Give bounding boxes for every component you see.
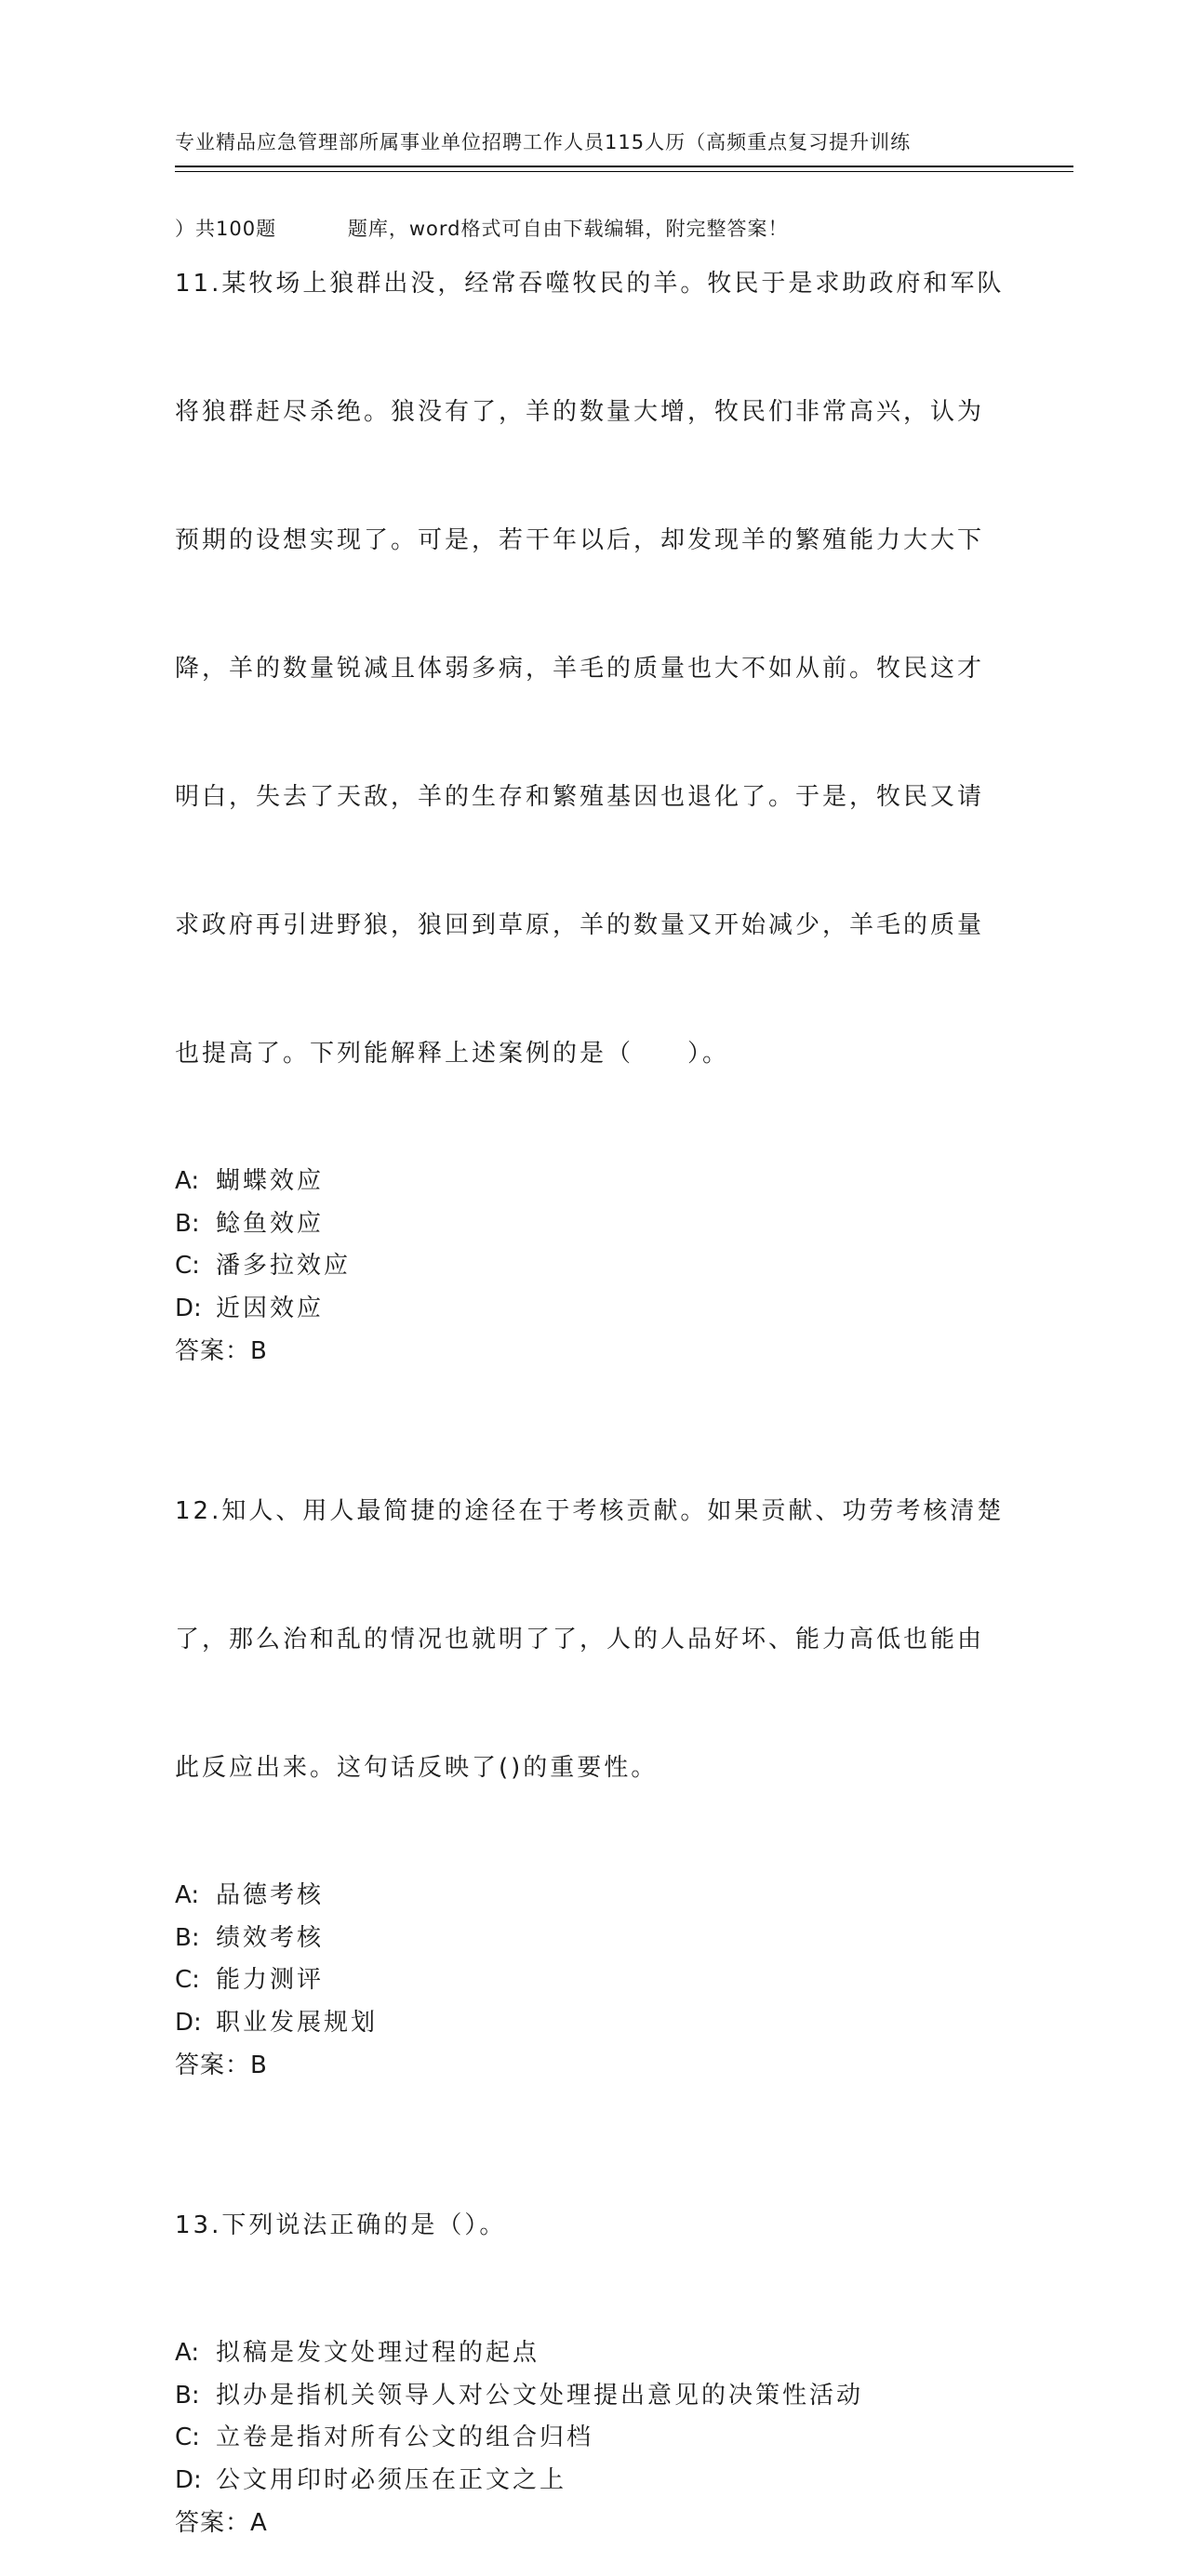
option-b [175, 1918, 1012, 1960]
question-11 [175, 177, 1012, 1373]
stem-line: 也提高了。下列能解释上述案例的是（ ）。 [175, 1040, 730, 1068]
stem-line: 了，那么治和乱的情况也就明了了，人的人品好坏、能力高低也能由 [175, 1626, 985, 1653]
option-text: 鲶鱼效应 [216, 1209, 325, 1238]
question-12 [175, 1404, 1012, 2087]
option-letter: D: [175, 1294, 202, 1322]
stem-line: 11.某牧场上狼群出没，经常吞噬牧民的羊。牧民于是求助政府和军队 [175, 270, 1005, 298]
option-letter: C: [175, 1966, 200, 1994]
option-letter: A: [175, 1881, 200, 1909]
header-divider-thick [175, 166, 1073, 167]
stem-line: 13.下列说法正确的是（）。 [175, 2211, 507, 2239]
option-letter: B: [175, 1923, 200, 1952]
option-text: 拟办是指机关领导人对公文处理提出意见的决策性活动 [216, 2381, 864, 2410]
answer: 答案：B [175, 1337, 268, 1365]
option-b [175, 1203, 1012, 1246]
stem-line: 12.知人、用人最简捷的途径在于考核贡献。如果贡献、功劳考核清楚 [175, 1497, 1005, 1525]
option-d [175, 2002, 1012, 2045]
option-a [175, 1161, 1012, 1203]
header-divider-thin [175, 171, 1073, 172]
stem-line: 明白，失去了天敌，羊的生存和繁殖基因也退化了。于是，牧民又请 [175, 783, 985, 811]
option-d [175, 2460, 1012, 2503]
question-stem [175, 1404, 1012, 1875]
stem-line: 预期的设想实现了。可是，若干年以后，却发现羊的繁殖能力大大下 [175, 526, 985, 554]
option-d [175, 1288, 1012, 1331]
option-letter: B: [175, 2381, 200, 2410]
option-text: 立卷是指对所有公文的组合归档 [216, 2423, 594, 2451]
header-line-2: ）共100题 题库，word格式可自由下载编辑，附完整答案！ [175, 218, 789, 240]
option-letter: C: [175, 1252, 200, 1280]
option-a [175, 1875, 1012, 1918]
stem-line: 降，羊的数量锐减且体弱多病，羊毛的质量也大不如从前。牧民这才 [175, 655, 985, 683]
option-b [175, 2375, 1012, 2418]
stem-line: 求政府再引进野狼，狼回到草原，羊的数量又开始减少，羊毛的质量 [175, 911, 985, 939]
option-letter: C: [175, 2423, 200, 2451]
question-list [175, 177, 1012, 2576]
question-stem [175, 177, 1012, 1161]
option-text: 拟稿是发文处理过程的起点 [216, 2339, 540, 2367]
option-letter: B: [175, 1209, 200, 1238]
option-text: 绩效考核 [216, 1923, 325, 1952]
question-stem [175, 2118, 1012, 2332]
stem-line: 此反应出来。这句话反映了()的重要性。 [175, 1754, 659, 1782]
option-letter: A: [175, 1167, 200, 1195]
option-text: 能力测评 [216, 1966, 325, 1994]
option-c [175, 2417, 1012, 2460]
option-letter: D: [175, 2008, 202, 2037]
option-text: 品德考核 [216, 1881, 325, 1909]
option-c [175, 1959, 1012, 2002]
option-a [175, 2332, 1012, 2375]
option-text: 职业发展规划 [216, 2008, 379, 2037]
option-c [175, 1245, 1012, 1288]
option-text: 潘多拉效应 [216, 1252, 352, 1280]
option-text: 近因效应 [216, 1294, 325, 1322]
answer: 答案：A [175, 2509, 268, 2537]
option-text: 公文用印时必须压在正文之上 [216, 2465, 567, 2494]
answer: 答案：B [175, 2052, 268, 2079]
stem-line: 将狼群赶尽杀绝。狼没有了，羊的数量大增，牧民们非常高兴，认为 [175, 398, 985, 426]
option-letter: A: [175, 2339, 200, 2367]
option-letter: D: [175, 2465, 202, 2494]
header-line-1: 专业精品应急管理部所属事业单位招聘工作人员115人历（高频重点复习提升训练 [175, 131, 912, 153]
question-13 [175, 2118, 1012, 2544]
option-text: 蝴蝶效应 [216, 1167, 325, 1195]
